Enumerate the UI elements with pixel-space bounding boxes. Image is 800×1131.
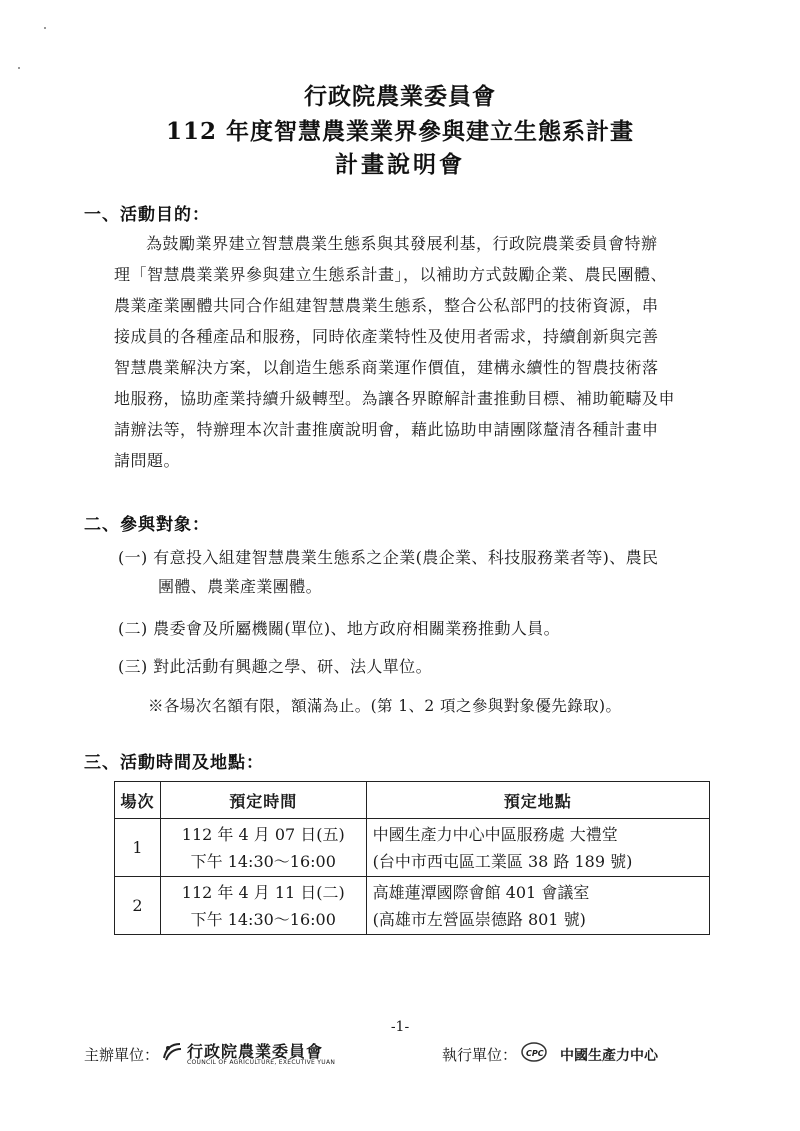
session-number: 2 [115, 877, 161, 935]
para-line: 智慧農業解決方案，以創造生態系商業運作價值，建構永續性的智農技術落 [114, 358, 659, 377]
para-line: 請辦法等，特辦理本次計畫推廣說明會，藉此協助申請團隊釐清各種計畫申 [114, 420, 659, 439]
section3-heading: 三、活動時間及地點： [84, 753, 264, 773]
executor-label: 執行單位： [442, 1046, 518, 1064]
section1-paragraph [114, 228, 712, 476]
section1-heading: 一、活動目的： [84, 205, 210, 225]
para-line: 理「智慧農業業界參與建立生態系計畫」，以補助方式鼓勵企業、農民團體、 [114, 265, 668, 284]
session-date: 112 年 4 月 07 日(五) [181, 824, 345, 844]
para-line: 為鼓勵業界建立智慧農業生態系與其發展利基，行政院農業委員會特辦 [146, 234, 658, 253]
scan-speck [18, 67, 20, 69]
para-line: 農業產業團體共同合作組建智慧農業生態系，整合公私部門的技術資源，串 [114, 296, 659, 315]
session-venue-cell [366, 819, 709, 877]
session-date: 112 年 4 月 11 日(二) [181, 882, 345, 902]
table-row [115, 877, 710, 935]
doc-title-line2: 112 年度智慧農業業界參與建立生態系計畫 [165, 118, 635, 145]
session-venue: 中國生產力中心中區服務處 大禮堂 [372, 824, 618, 844]
session-time-cell [160, 877, 366, 935]
organizer-name: 行政院農業委員會 [187, 1042, 324, 1061]
participant-item-3: (三) 對此活動有興趣之學、研、法人單位。 [118, 657, 432, 676]
col-header-venue: 預定地點 [366, 782, 709, 819]
cpc-logo-text: CPC [526, 1049, 544, 1058]
section2-heading: 二、參與對象： [84, 515, 210, 535]
doc-title-line1: 行政院農業委員會 [304, 83, 496, 110]
session-time: 下午 14:30～16:00 [190, 909, 336, 929]
session-venue-cell [366, 877, 709, 935]
page-number: -1- [390, 1019, 410, 1035]
doc-title-line3: 計畫說明會 [335, 151, 465, 178]
session-address: (高雄市左營區崇德路 801 號) [372, 909, 586, 929]
organizer-label: 主辦單位： [84, 1046, 160, 1064]
table-row [115, 819, 710, 877]
col-header-session: 場次 [115, 782, 161, 819]
participant-item-1: (一) 有意投入組建智慧農業生態系之企業(農企業、科技服務業者等)、農民 [118, 548, 659, 567]
session-time-cell [160, 819, 366, 877]
para-line: 地服務，協助產業持續升級轉型。為讓各界瞭解計畫推動目標、補助範疇及申 [114, 389, 676, 408]
organizer-english-name: COUNCIL OF AGRICULTURE, EXECUTIVE YUAN [187, 1059, 336, 1066]
coa-logo-icon [160, 1040, 184, 1064]
cpc-logo-icon [520, 1040, 554, 1064]
col-header-time: 預定時間 [160, 782, 366, 819]
scan-speck [44, 27, 46, 29]
table-header-row [115, 782, 710, 819]
participant-item-2: (二) 農委會及所屬機關(單位)、地方政府相關業務推動人員。 [118, 619, 561, 638]
session-address: (台中市西屯區工業區 38 路 189 號) [372, 851, 633, 871]
para-line: 接成員的各種產品和服務，同時依產業特性及使用者需求，持續創新與完善 [114, 327, 659, 346]
session-number: 1 [115, 819, 161, 877]
session-venue: 高雄蓮潭國際會館 401 會議室 [372, 882, 590, 902]
participant-item-1-cont: 團體、農業產業團體。 [158, 577, 323, 596]
schedule-table [114, 781, 710, 935]
executor-name: 中國生產力中心 [560, 1048, 658, 1064]
para-line: 請問題。 [114, 451, 181, 470]
quota-note: ※各場次名額有限，額滿為止。(第 1、2 項之參與對象優先錄取)。 [148, 697, 622, 715]
session-time: 下午 14:30～16:00 [190, 851, 336, 871]
